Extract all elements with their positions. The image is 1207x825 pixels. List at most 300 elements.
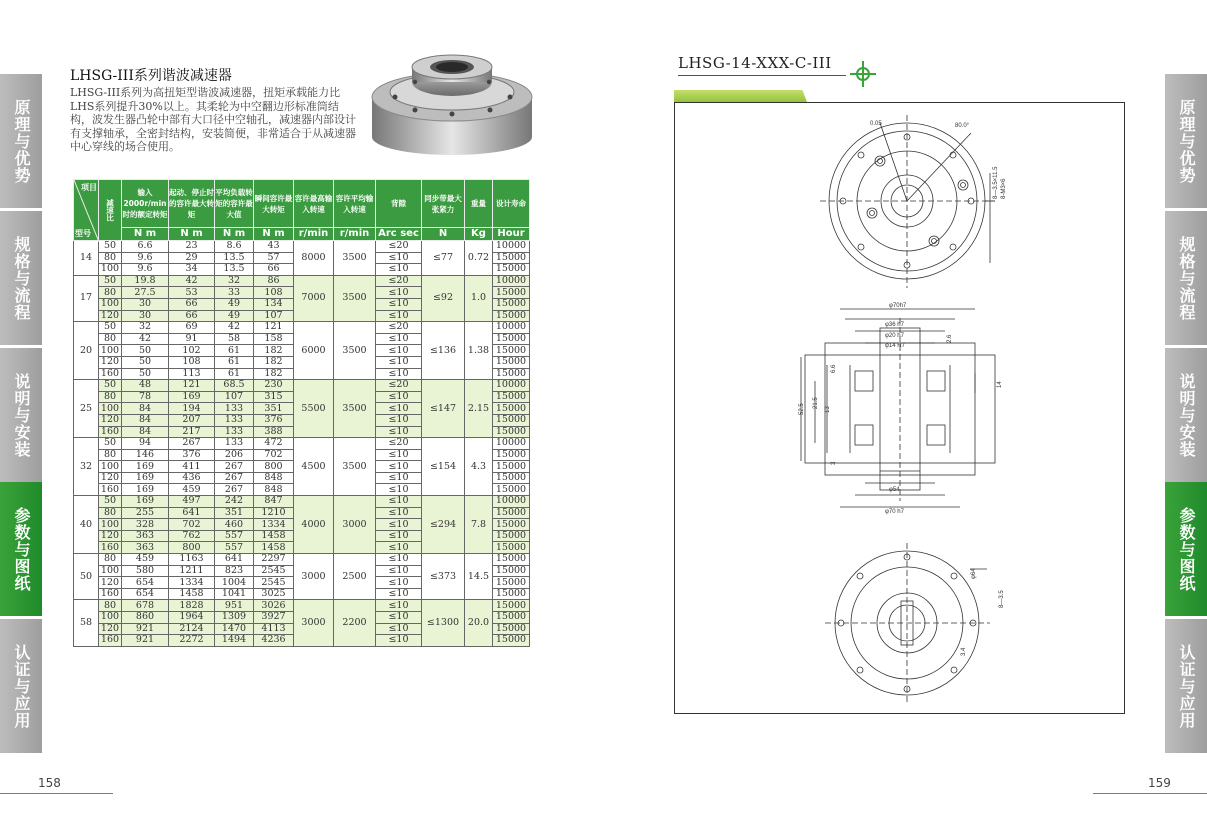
table-cell: 1458 [254,542,294,554]
table-cell: 61 [215,368,254,380]
table-cell: 702 [254,449,294,461]
table-cell: 4113 [254,623,294,635]
table-cell: 48 [122,380,169,392]
col-header: 瞬间容许最大转矩 [254,180,294,228]
table-cell: 69 [169,322,215,334]
table-cell: 50 [99,275,122,287]
table-cell: 33 [215,287,254,299]
ratio-header: 减速比 [99,180,122,241]
table-cell: 3025 [254,588,294,600]
table-cell: 654 [122,577,169,589]
product-photo [365,42,540,157]
table-cell: 3000 [334,496,376,554]
table-cell: 169 [122,472,169,484]
table-cell: 121 [169,380,215,392]
table-cell: ≤10 [376,496,422,508]
dim-label: 6.6 [831,364,837,373]
table-cell: 15000 [493,426,530,438]
table-cell: ≤1300 [422,600,465,646]
table-cell: 23 [169,241,215,253]
table-cell: 15000 [493,612,530,624]
dim-label: φ70h7 [889,303,907,309]
table-cell: 217 [169,426,215,438]
table-cell: 1210 [254,507,294,519]
table-cell: 823 [215,565,254,577]
table-cell: 4000 [294,496,334,554]
table-cell: ≤10 [376,507,422,519]
tab-installation[interactable]: 说明与安装 [0,348,42,482]
table-row [74,438,530,450]
table-cell: 120 [99,530,122,542]
table-cell: 17 [74,275,99,321]
table-cell: 848 [254,484,294,496]
table-cell: 107 [215,391,254,403]
unit-header: Arc sec [376,228,422,241]
table-cell: 50 [99,438,122,450]
table-cell: 267 [169,438,215,450]
unit-header: N [422,228,465,241]
table-cell: 120 [99,472,122,484]
table-cell: 207 [169,414,215,426]
table-cell: 50 [99,380,122,392]
tab-certification-right[interactable]: 认证与应用 [1165,619,1207,753]
table-cell: ≤20 [376,438,422,450]
table-cell: 80 [99,554,122,566]
table-cell: 42 [122,333,169,345]
table-cell: 15000 [493,414,530,426]
table-cell: 182 [254,345,294,357]
table-cell: 1004 [215,577,254,589]
table-cell: 557 [215,530,254,542]
table-cell: 160 [99,588,122,600]
table-cell: 27.5 [122,287,169,299]
table-cell: 15000 [493,310,530,322]
table-cell: 100 [99,565,122,577]
table-cell: 363 [122,530,169,542]
table-cell: ≤10 [376,612,422,624]
dim-label: 13 [825,406,831,413]
table-cell: ≤294 [422,496,465,554]
table-cell: 3026 [254,600,294,612]
table-cell: 182 [254,368,294,380]
table-cell: 15000 [493,345,530,357]
table-cell: ≤20 [376,322,422,334]
table-cell: 459 [169,484,215,496]
table-cell: 1334 [169,577,215,589]
table-cell: 15000 [493,600,530,612]
table-cell: 15000 [493,635,530,647]
table-cell: ≤10 [376,449,422,461]
table-cell: 107 [254,310,294,322]
table-cell: ≤10 [376,484,422,496]
table-cell: 80 [99,333,122,345]
dim-label: φ20 h7 [885,333,904,339]
tab-installation-right[interactable]: 说明与安装 [1165,348,1207,482]
dim-label: 8—3.5 [999,590,1005,608]
col-header: 容许平均输入转速 [334,180,376,228]
table-cell: 15000 [493,356,530,368]
table-cell: ≤10 [376,565,422,577]
table-cell: 4236 [254,635,294,647]
table-cell: 13.5 [215,264,254,276]
table-cell: 50 [99,322,122,334]
table-cell: 2.15 [465,380,493,438]
table-cell: 15000 [493,252,530,264]
table-cell: 32 [215,275,254,287]
table-cell: 7000 [294,275,334,321]
tab-certification[interactable]: 认证与应用 [0,619,42,753]
table-cell: 32 [74,438,99,496]
table-cell: 25 [74,380,99,438]
table-cell: 6000 [294,322,334,380]
corner-cell: 项目 型号 [74,180,99,241]
crosshair-icon [850,61,876,87]
table-cell: 1309 [215,612,254,624]
table-cell: 15000 [493,519,530,531]
dim-label: 3 [831,461,837,465]
table-cell: 10000 [493,322,530,334]
table-cell: 848 [254,472,294,484]
dim-label: φ54 [889,487,900,493]
table-cell: 20 [74,322,99,380]
table-cell: 80 [99,252,122,264]
table-cell: 15000 [493,542,530,554]
table-cell: 19.8 [122,275,169,287]
table-cell: 66 [169,310,215,322]
table-cell: 29 [169,252,215,264]
table-cell: 1494 [215,635,254,647]
table-cell: 61 [215,356,254,368]
table-cell: 641 [215,554,254,566]
table-cell: 1163 [169,554,215,566]
table-cell: 2297 [254,554,294,566]
col-header: 起动、停止时的容许最大转矩 [169,180,215,228]
table-cell: 158 [254,333,294,345]
dim-label: 8—3.5×11.5 [993,166,999,199]
table-cell: 800 [169,542,215,554]
table-cell: 10000 [493,496,530,508]
table-cell: 7.8 [465,496,493,554]
table-cell: 2500 [334,554,376,600]
spec-table [73,179,530,647]
table-cell: 242 [215,496,254,508]
table-row [74,322,530,334]
table-cell: ≤10 [376,403,422,415]
table-row [74,554,530,566]
table-cell: 15000 [493,554,530,566]
table-cell: 134 [254,298,294,310]
unit-header: N m [169,228,215,241]
table-cell: 15000 [493,298,530,310]
table-cell: 9.6 [122,252,169,264]
table-cell: ≤10 [376,356,422,368]
table-cell: 100 [99,519,122,531]
technical-drawing [674,102,1125,714]
table-cell: 15000 [493,287,530,299]
table-cell: 42 [215,322,254,334]
table-cell: 15000 [493,577,530,589]
table-cell: 459 [122,554,169,566]
table-cell: 641 [169,507,215,519]
table-cell: ≤10 [376,345,422,357]
table-cell: 160 [99,484,122,496]
tab-specification-right[interactable]: 规格与流程 [1165,211,1207,345]
table-cell: ≤147 [422,380,465,438]
table-cell: 5500 [294,380,334,438]
tab-parameters[interactable]: 参数与图纸 [0,482,42,616]
table-cell: 84 [122,403,169,415]
table-cell: 15000 [493,565,530,577]
table-cell: 133 [215,414,254,426]
table-cell: 133 [215,438,254,450]
unit-header: Kg [465,228,493,241]
table-cell: ≤10 [376,391,422,403]
unit-header: Hour [493,228,530,241]
table-cell: ≤77 [422,241,465,276]
table-cell: 42 [169,275,215,287]
table-cell: ≤10 [376,461,422,473]
table-cell: 15000 [493,333,530,345]
table-cell: 15000 [493,588,530,600]
table-cell: 169 [122,484,169,496]
table-cell: 194 [169,403,215,415]
table-cell: 230 [254,380,294,392]
table-cell: 860 [122,612,169,624]
table-cell: 376 [254,414,294,426]
table-cell: 4.3 [465,438,493,496]
table-cell: 580 [122,565,169,577]
dim-label: φ70 h7 [885,509,904,515]
col-header: 重量 [465,180,493,228]
table-cell: 15000 [493,484,530,496]
table-cell: ≤10 [376,414,422,426]
table-cell: 328 [122,519,169,531]
table-cell: 108 [169,356,215,368]
table-cell: 14.5 [465,554,493,600]
table-cell: 102 [169,345,215,357]
front-view [820,115,995,288]
col-header: 同步带最大张紧力 [422,180,465,228]
table-cell: 100 [99,345,122,357]
table-cell: 2200 [334,600,376,646]
table-cell: 50 [122,356,169,368]
table-cell: 32 [122,322,169,334]
table-cell: 15000 [493,507,530,519]
table-cell: ≤10 [376,577,422,589]
table-cell: ≤92 [422,275,465,321]
table-cell: 315 [254,391,294,403]
table-cell: 15000 [493,530,530,542]
table-cell: ≤10 [376,530,422,542]
table-cell: 169 [122,461,169,473]
table-cell: 13.5 [215,252,254,264]
table-cell: 120 [99,623,122,635]
table-cell: 557 [215,542,254,554]
dim-label: 52.5 [799,403,805,415]
table-cell: 921 [122,635,169,647]
table-cell: 2124 [169,623,215,635]
table-cell: 0.72 [465,241,493,276]
table-cell: 15000 [493,449,530,461]
table-cell: 30 [122,310,169,322]
table-cell: ≤10 [376,310,422,322]
tab-parameters-right[interactable]: 参数与图纸 [1165,482,1207,616]
table-cell: ≤20 [376,241,422,253]
table-cell: 160 [99,368,122,380]
table-cell: 121 [254,322,294,334]
table-cell: 497 [169,496,215,508]
table-cell: 8.6 [215,241,254,253]
table-cell: ≤20 [376,275,422,287]
table-cell: 91 [169,333,215,345]
table-cell: ≤10 [376,519,422,531]
dim-label: 21.5 [813,397,819,409]
table-cell: 100 [99,403,122,415]
table-row [74,380,530,392]
table-cell: 50 [122,345,169,357]
table-cell: 133 [215,426,254,438]
table-cell: ≤10 [376,252,422,264]
table-cell: 436 [169,472,215,484]
table-cell: 43 [254,241,294,253]
table-cell: 3500 [334,241,376,276]
table-cell: 86 [254,275,294,287]
table-cell: ≤10 [376,368,422,380]
dim-label: 80.0° [955,123,970,129]
table-cell: 100 [99,298,122,310]
table-cell: 3500 [334,380,376,438]
table-cell: 4500 [294,438,334,496]
table-cell: 80 [99,287,122,299]
table-cell: 100 [99,264,122,276]
table-cell: ≤10 [376,600,422,612]
table-cell: 921 [122,623,169,635]
unit-header: r/min [294,228,334,241]
table-cell: 15000 [493,264,530,276]
table-cell: 160 [99,426,122,438]
table-cell: 800 [254,461,294,473]
table-cell: 2545 [254,577,294,589]
table-cell: 1458 [254,530,294,542]
table-cell: 1458 [169,588,215,600]
footer-rule-left [0,793,113,794]
table-cell: 113 [169,368,215,380]
model-underline [678,75,846,76]
tab-principle[interactable]: 原理与优势 [0,74,42,208]
table-cell: 15000 [493,368,530,380]
table-cell: 2545 [254,565,294,577]
table-cell: 160 [99,542,122,554]
col-header: 平均负载转矩的容许最大值 [215,180,254,228]
col-header: 输入2000r/min时的额定转矩 [122,180,169,228]
table-cell: 50 [74,554,99,600]
table-cell: 351 [254,403,294,415]
tab-principle-right[interactable]: 原理与优势 [1165,74,1207,208]
table-cell: 94 [122,438,169,450]
table-cell: 255 [122,507,169,519]
drawing-canvas [675,103,1126,715]
table-cell: 120 [99,577,122,589]
table-cell: ≤373 [422,554,465,600]
table-cell: 267 [215,461,254,473]
table-cell: 169 [122,496,169,508]
table-cell: 34 [169,264,215,276]
table-row [74,600,530,612]
table-cell: 80 [99,449,122,461]
table-cell: 15000 [493,623,530,635]
table-cell: 30 [122,298,169,310]
table-cell: 678 [122,600,169,612]
dim-label: φ14 H7 [885,343,905,349]
col-header: 背隙 [376,180,422,228]
dim-label: φ64 [971,568,977,579]
table-cell: 53 [169,287,215,299]
table-cell: 1041 [215,588,254,600]
table-cell: 120 [99,356,122,368]
table-cell: ≤10 [376,426,422,438]
table-cell: 654 [122,588,169,600]
table-cell: 10000 [493,241,530,253]
table-cell: 68.5 [215,380,254,392]
dim-label: 14 [997,381,1003,388]
table-row [74,275,530,287]
table-cell: 120 [99,414,122,426]
model-code: LHSG-14-XXX-C-III [678,54,832,72]
table-cell: 9.6 [122,264,169,276]
table-cell: ≤10 [376,542,422,554]
table-cell: 100 [99,461,122,473]
footer-rule-right [1093,793,1207,794]
table-cell: 15000 [493,461,530,473]
table-cell: 133 [215,403,254,415]
dim-label: 3.4 [961,647,967,656]
table-cell: 3000 [294,600,334,646]
table-cell: 15000 [493,403,530,415]
table-cell: 58 [215,333,254,345]
table-cell: ≤10 [376,472,422,484]
table-cell: 460 [215,519,254,531]
page-number-left: 158 [38,776,61,790]
page-number-right: 159 [1148,776,1171,790]
table-cell: 3500 [334,438,376,496]
series-title: LHSG-III系列谐波减速器 [70,68,232,84]
table-cell: ≤10 [376,264,422,276]
table-cell: 411 [169,461,215,473]
table-cell: 6.6 [122,241,169,253]
table-cell: 702 [169,519,215,531]
table-cell: 57 [254,252,294,264]
table-cell: 160 [99,635,122,647]
table-cell: 1.0 [465,275,493,321]
rear-view [825,543,990,703]
table-cell: ≤10 [376,623,422,635]
table-cell: 376 [169,449,215,461]
table-cell: 169 [169,391,215,403]
table-cell: 3927 [254,612,294,624]
table-cell: 49 [215,310,254,322]
spec-table-body [74,241,530,647]
tab-specification[interactable]: 规格与流程 [0,211,42,345]
table-cell: 363 [122,542,169,554]
table-cell: 15000 [493,472,530,484]
table-cell: 1964 [169,612,215,624]
unit-header: r/min [334,228,376,241]
table-cell: 80 [99,391,122,403]
table-cell: 40 [74,496,99,554]
table-cell: ≤10 [376,554,422,566]
table-cell: 472 [254,438,294,450]
table-cell: 3500 [334,275,376,321]
